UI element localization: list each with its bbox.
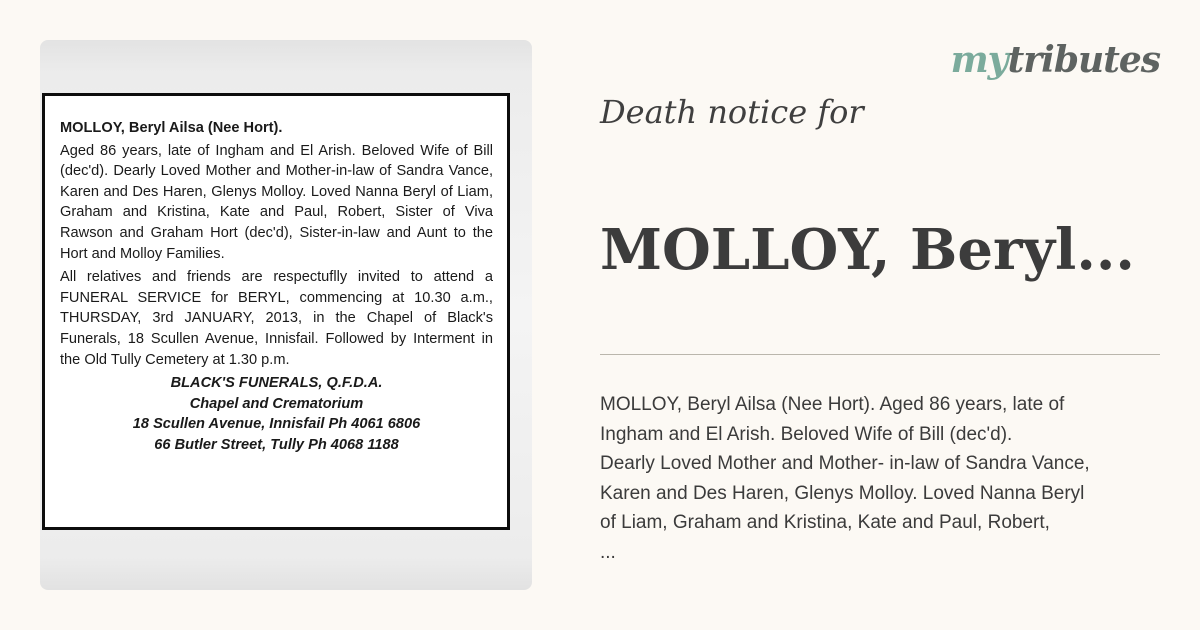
notice-paragraph-details: Aged 86 years, late of Ingham and El Arish. Beloved Wife of Bill (dec'd). Dearly Loved Mother and Mother-in-law of Sandra Vance, Karen and Des Haren, Glenys Molloy. Loved Nanna Beryl of Liam, Graham and Kristina, Kate and Paul, Robert, Sister of Viva Rawson and Graham Hort (dec'd), Sister-in-law and Aunt to the Hort and Molloy Families. bbox=[60, 142, 493, 262]
logo-my: my bbox=[950, 39, 1008, 81]
summary-line: Dearly Loved Mother and Mother- in-law of Sandra Vance, bbox=[600, 453, 1090, 474]
funeral-director-chapel: Chapel and Crematorium bbox=[189, 395, 364, 412]
page-title: MOLLOY, Beryl... bbox=[600, 217, 1135, 283]
notice-paragraph-funeral: All relatives and friends are respectuflly invited to attend a FUNERAL SERVICE for BERYL, commencing at 10.30 a.m., THURSDAY, 3rd JANUARY, 2013, in the Chapel of Black's Funerals, 18 Scullen Avenue, Innisfail. Followed by Interment in the Old Tully Cemetery at 1.30 p.m. bbox=[60, 269, 493, 368]
mytributes-logo bbox=[951, 36, 1160, 84]
notice-image-card bbox=[40, 40, 532, 590]
funeral-director-block bbox=[60, 373, 493, 455]
funeral-director-innisfail: 18 Scullen Avenue, Innisfail Ph 4061 6806 bbox=[132, 416, 421, 433]
summary-ellipsis: ... bbox=[600, 541, 616, 563]
summary-line: of Liam, Graham and Kristina, Kate and Paul, Robert, bbox=[600, 512, 1050, 533]
summary-line: Ingham and El Arish. Beloved Wife of Bill (dec'd). bbox=[600, 423, 1013, 445]
notice-summary bbox=[600, 390, 1180, 567]
logo-tributes: tributes bbox=[1007, 39, 1160, 81]
page-subheading: Death notice for bbox=[600, 93, 864, 131]
summary-line: Karen and Des Haren, Glenys Molloy. Loved Nanna Beryl bbox=[600, 482, 1085, 504]
summary-line: MOLLOY, Beryl Ailsa (Nee Hort). Aged 86 years, late of bbox=[600, 394, 1065, 415]
divider bbox=[600, 354, 1160, 355]
death-notice-clipping bbox=[42, 93, 510, 530]
funeral-director-tully: 66 Butler Street, Tully Ph 4068 1188 bbox=[154, 436, 399, 453]
funeral-director-name: BLACK'S FUNERALS, Q.F.D.A. bbox=[170, 375, 383, 392]
notice-heading: MOLLOY, Beryl Ailsa (Nee Hort). bbox=[60, 120, 283, 136]
